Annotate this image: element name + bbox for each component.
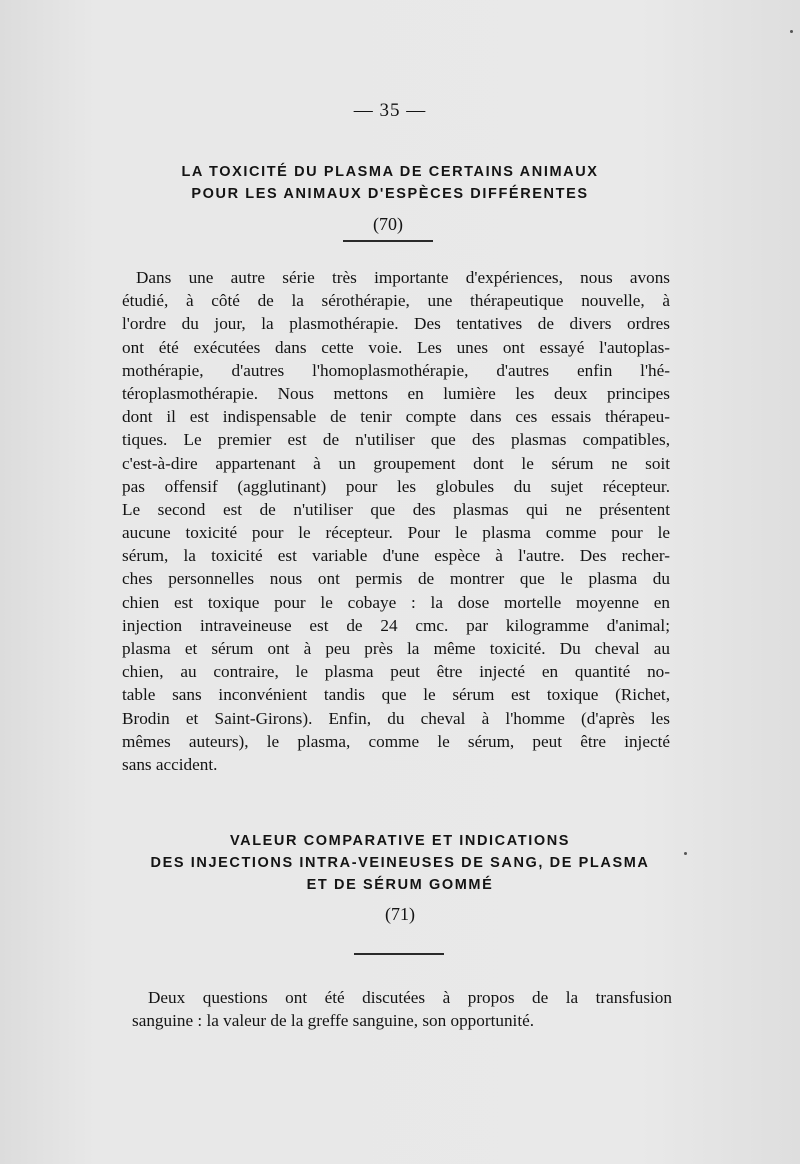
- paragraph-line: ont été exécutées dans cette voie. Les unes ont essayé l'autoplas-: [122, 337, 670, 357]
- paragraph-line: étudié, à côté de la sérothérapie, une thérapeutique nouvelle, à: [122, 291, 670, 311]
- paragraph-line: Dans une autre série très importante d'expériences, nous avons: [136, 268, 670, 287]
- section-paragraph-71: [132, 986, 672, 1032]
- paragraph-line: plasma et sérum ont à peu près la même toxicité. Du cheval au: [122, 639, 670, 658]
- margin-speck: [684, 852, 687, 855]
- paragraph-line: ches personnelles nous ont permis de montrer que le plasma du: [122, 569, 670, 589]
- section-divider: [354, 953, 444, 955]
- paragraph-line: c'est-à-dire appartenant à un groupement dont le sérum ne soit: [122, 453, 670, 473]
- paragraph-line: chien, au contraire, le plasma peut être injecté en quantité no-: [122, 662, 670, 682]
- paragraph-line: chien est toxique pour le cobaye : la dose mortelle moyenne en: [122, 592, 670, 612]
- paragraph-line: Le second est de n'utiliser que des plasmas qui ne présentent: [122, 499, 670, 519]
- heading-line: LA TOXICITÉ DU PLASMA DE CERTAINS ANIMAUX: [181, 164, 599, 180]
- paragraph-line: Deux questions ont été discutées à propos de la transfusion: [148, 988, 672, 1007]
- paragraph-line: mêmes auteurs), le plasma, comme le sérum, peut être injecté: [122, 731, 670, 751]
- heading-line: DES INJECTIONS INTRA-VEINEUSES DE SANG, DE PLASMA: [150, 855, 650, 871]
- section-divider: [343, 240, 433, 242]
- paragraph-line: sérum, la toxicité est variable d'une espèce à l'autre. Des recher-: [122, 546, 670, 566]
- heading-line: ET DE SÉRUM GOMMÉ: [306, 877, 494, 893]
- margin-speck: [790, 30, 793, 33]
- paragraph-line: téroplasmothérapie. Nous mettons en lumière les deux principes: [122, 383, 670, 403]
- section-number-70: (70): [373, 214, 403, 234]
- section-heading-70: [120, 161, 660, 205]
- paragraph-line: sans accident.: [122, 754, 218, 774]
- paragraph-line: Brodin et Saint-Girons). Enfin, du cheval à l'homme (d'après les: [122, 708, 670, 728]
- paragraph-line: dont il est indispensable de tenir compte dans ces essais thérapeu-: [122, 407, 670, 427]
- section-heading-71: [130, 830, 670, 896]
- paragraph-line: pas offensif (agglutinant) pour les globules du sujet récepteur.: [122, 476, 670, 496]
- paragraph-line: l'ordre du jour, la plasmothérapie. Des tentatives de divers ordres: [122, 314, 670, 334]
- page-number: — 35 —: [353, 100, 427, 121]
- section-number-71: (71): [385, 904, 415, 924]
- paragraph-line: sanguine : la valeur de la greffe sanguine, son opportunité.: [132, 1011, 535, 1031]
- heading-line: POUR LES ANIMAUX D'ESPÈCES DIFFÉRENTES: [191, 186, 589, 202]
- paragraph-line: table sans inconvénient tandis que le sérum est toxique (Richet,: [122, 685, 670, 705]
- heading-line: VALEUR COMPARATIVE ET INDICATIONS: [229, 833, 571, 849]
- paragraph-line: injection intraveineuse est de 24 cmc. par kilogramme d'animal;: [122, 615, 670, 635]
- paragraph-line: tiques. Le premier est de n'utiliser que des plasmas compatibles,: [122, 430, 670, 450]
- paragraph-line: mothérapie, d'autres l'homoplasmothérapie, d'autres enfin l'hé-: [122, 360, 670, 380]
- paragraph-line: aucune toxicité pour le récepteur. Pour le plasma comme pour le: [122, 523, 670, 543]
- section-paragraph-70: [122, 266, 670, 776]
